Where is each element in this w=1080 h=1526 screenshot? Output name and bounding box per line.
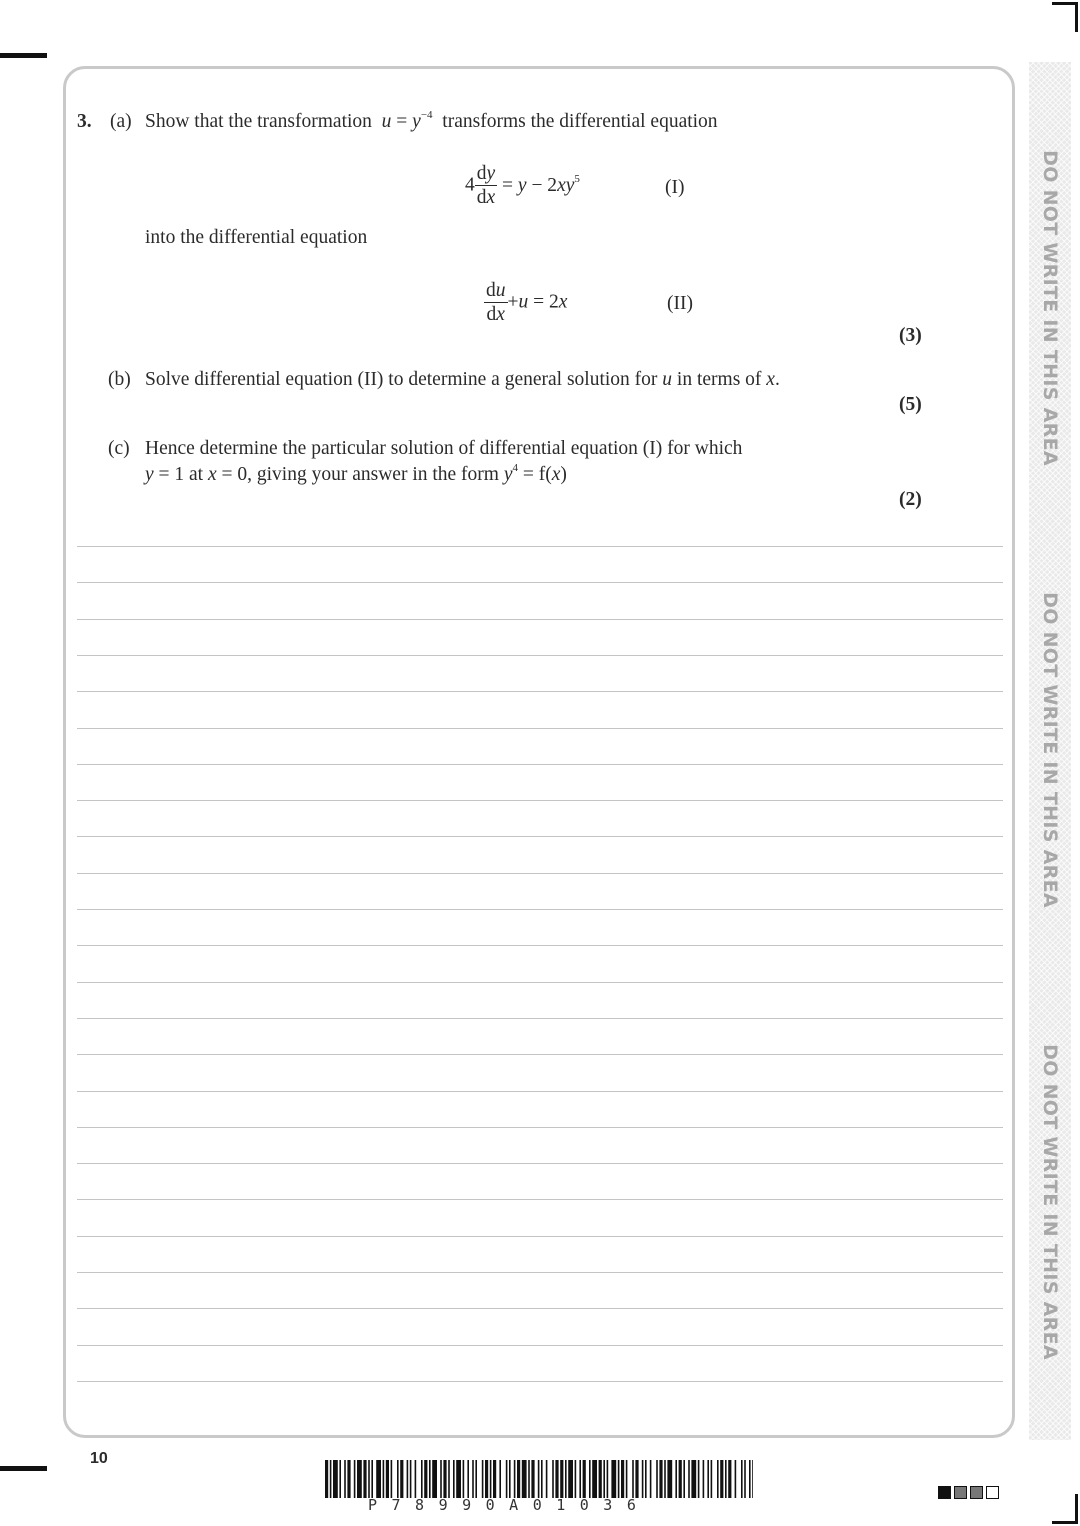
part-c-y: y (145, 464, 154, 485)
equation-ii (484, 279, 567, 326)
answer-line[interactable] (77, 655, 1003, 656)
barcode-bar (664, 1460, 666, 1498)
part-a-marks: (3) (899, 325, 922, 346)
equation-ii-tag: (II) (667, 293, 693, 314)
barcode-bar (707, 1460, 709, 1498)
answer-line[interactable] (77, 1091, 1003, 1092)
barcode-bar (485, 1460, 488, 1498)
barcode-bar (371, 1460, 373, 1498)
page-indicator-square-2 (954, 1486, 967, 1499)
crop-mark-top-right-v (1075, 2, 1078, 32)
eq1-den-d: d (476, 187, 487, 208)
barcode-bar (517, 1460, 520, 1498)
barcode-bar (728, 1460, 731, 1498)
side-warning-1: DO NOT WRITE IN THIS AREA (1039, 150, 1061, 466)
barcode-bar (717, 1460, 719, 1498)
barcode-bar (538, 1460, 540, 1498)
barcode-bar (632, 1460, 634, 1498)
barcode-bar (650, 1460, 652, 1498)
answer-line[interactable] (77, 546, 1003, 547)
answer-line[interactable] (77, 1381, 1003, 1382)
part-c-text-b: = 0, giving your answer in the form (216, 464, 504, 485)
barcode-bar (749, 1460, 751, 1498)
page-indicator-square-4 (986, 1486, 999, 1499)
barcode-bar (720, 1460, 723, 1498)
eq2-num-var: u (495, 280, 506, 301)
barcode-bar (325, 1460, 328, 1498)
barcode-bar (552, 1460, 554, 1498)
barcode-bar (592, 1460, 597, 1498)
answer-line[interactable] (77, 1345, 1003, 1346)
answer-line[interactable] (77, 1199, 1003, 1200)
barcode-bar (618, 1460, 620, 1498)
barcode-bar (735, 1460, 737, 1498)
barcode-bar (443, 1460, 446, 1498)
equation-i (465, 162, 580, 209)
eq2-den-var: x (496, 304, 505, 325)
barcode-bar (691, 1460, 696, 1498)
barcode-bar (493, 1460, 496, 1498)
answer-line[interactable] (77, 1272, 1003, 1273)
answer-line[interactable] (77, 836, 1003, 837)
barcode-bar (611, 1460, 616, 1498)
crop-mark-bottom-left (0, 1466, 47, 1471)
transform-rhs: y (412, 111, 421, 132)
eq1-rhs-exponent: 5 (574, 172, 580, 185)
answer-panel (63, 66, 1015, 1438)
eq2-derivative (484, 279, 508, 326)
eq2-u: u (518, 291, 529, 313)
answer-line[interactable] (77, 1127, 1003, 1128)
barcode-bar (463, 1460, 465, 1498)
barcode-bar (575, 1460, 577, 1498)
part-c-label: (c) (108, 438, 130, 459)
barcode-bar (583, 1460, 586, 1498)
part-c-line1: Hence determine the particular solution of differential equation (I) for which (145, 438, 743, 459)
barcode-bars (325, 1460, 753, 1498)
answer-line[interactable] (77, 1018, 1003, 1019)
barcode-bar (376, 1460, 381, 1498)
answer-line[interactable] (77, 909, 1003, 910)
barcode-bar (415, 1460, 417, 1498)
barcode-bar (400, 1460, 403, 1498)
part-c-x2: x (551, 464, 561, 485)
eq2-num-d: d (486, 280, 496, 301)
page-indicator-square-1 (938, 1486, 951, 1499)
barcode-bar (490, 1460, 492, 1498)
barcode-bar (565, 1460, 567, 1498)
barcode-bar (656, 1460, 658, 1498)
part-c-line2 (145, 463, 567, 487)
answer-line[interactable] (77, 1163, 1003, 1164)
answer-line[interactable] (77, 1308, 1003, 1309)
barcode-bar (546, 1460, 548, 1498)
part-c-exponent: 4 (512, 462, 518, 474)
part-b-text-c: . (774, 369, 780, 390)
part-b-text-a: Solve differential equation (II) to determine a general solution for (145, 369, 658, 390)
part-c-text-a: = 1 at (153, 464, 208, 485)
eq2-den-d: d (486, 304, 497, 325)
barcode-bar (421, 1460, 423, 1498)
part-c-marks: (2) (899, 489, 922, 510)
part-b-var-u: u (662, 369, 673, 390)
barcode-bar (467, 1460, 469, 1498)
barcode-bar (386, 1460, 389, 1498)
barcode-bar (528, 1460, 530, 1498)
question-number: 3. (77, 111, 92, 132)
eq1-rhs-a: = (502, 174, 518, 196)
eq2-x: x (558, 291, 568, 313)
answer-line[interactable] (77, 1054, 1003, 1055)
barcode-bar (429, 1460, 431, 1498)
do-not-write-strip (1029, 62, 1071, 1440)
part-c-text-c: = f( (518, 464, 552, 485)
barcode-bar (475, 1460, 477, 1498)
answer-line[interactable] (77, 945, 1003, 946)
equation-i-tag: (I) (665, 177, 685, 198)
eq1-rhs-y: y (517, 174, 527, 196)
part-a-text-before: Show that the transformation (145, 111, 372, 132)
eq1-rhs-b: − 2 (526, 174, 558, 196)
barcode-bar (698, 1460, 700, 1498)
barcode-bar (531, 1460, 534, 1498)
into-text: into the differential equation (145, 227, 368, 248)
barcode-bar (752, 1460, 753, 1498)
barcode-bar (509, 1460, 511, 1498)
barcode-bar (579, 1460, 581, 1498)
barcode (325, 1460, 753, 1498)
side-warning-3: DO NOT WRITE IN THIS AREA (1039, 1044, 1061, 1360)
crop-mark-top-left (0, 53, 47, 58)
barcode-bar (407, 1460, 409, 1498)
barcode-bar (330, 1460, 332, 1498)
barcode-bar (688, 1460, 690, 1498)
part-c-text-d: ) (560, 464, 567, 485)
barcode-bar (514, 1460, 516, 1498)
barcode-bar (368, 1460, 370, 1498)
barcode-bar (522, 1460, 527, 1498)
barcode-bar (541, 1460, 543, 1498)
barcode-bar (607, 1460, 609, 1498)
barcode-bar (333, 1460, 338, 1498)
barcode-bar (683, 1460, 685, 1498)
barcode-bar (339, 1460, 341, 1498)
barcode-bar (440, 1460, 442, 1498)
barcode-bar (642, 1460, 644, 1498)
part-a-text-after: transforms the differential equation (442, 111, 718, 132)
barcode-bar (744, 1460, 746, 1498)
barcode-bar (560, 1460, 563, 1498)
barcode-bar (659, 1460, 662, 1498)
eq1-derivative (475, 162, 497, 209)
answer-line[interactable] (77, 873, 1003, 874)
page-number: 10 (90, 1450, 108, 1467)
part-c-y2: y (503, 464, 513, 485)
barcode-bar (679, 1460, 682, 1498)
answer-line[interactable] (77, 728, 1003, 729)
barcode-bar (347, 1460, 350, 1498)
barcode-bar (397, 1460, 399, 1498)
barcode-bar (626, 1460, 628, 1498)
barcode-bar (599, 1460, 602, 1498)
barcode-text: P78990A01036 (368, 1496, 651, 1514)
barcode-bar (432, 1460, 437, 1498)
crop-mark-bottom-right-v (1075, 1494, 1078, 1524)
barcode-bar (568, 1460, 573, 1498)
barcode-bar (725, 1460, 727, 1498)
part-a-text (145, 110, 718, 134)
barcode-bar (363, 1460, 366, 1498)
barcode-bar (482, 1460, 484, 1498)
transform-lhs: u (381, 111, 392, 132)
eq1-coefficient: 4 (465, 174, 475, 196)
answer-line[interactable] (77, 800, 1003, 801)
part-c-x: x (207, 464, 217, 485)
barcode-bar (603, 1460, 605, 1498)
eq1-num-var: y (486, 163, 496, 184)
barcode-bar (711, 1460, 713, 1498)
barcode-bar (741, 1460, 743, 1498)
barcode-bar (621, 1460, 624, 1498)
barcode-bar (410, 1460, 412, 1498)
answer-line[interactable] (77, 764, 1003, 765)
barcode-bar (453, 1460, 455, 1498)
eq2-plus: + (507, 291, 519, 313)
barcode-bar (383, 1460, 385, 1498)
answer-line[interactable] (77, 619, 1003, 620)
eq1-num-d: d (476, 163, 487, 184)
answer-line[interactable] (77, 582, 1003, 583)
part-b-marks: (5) (899, 394, 922, 415)
part-b-var-x: x (766, 369, 775, 390)
barcode-bar (506, 1460, 508, 1498)
transform-exponent: −4 (420, 109, 433, 121)
eq1-rhs (502, 172, 580, 196)
barcode-bar (635, 1460, 638, 1498)
barcode-bar (589, 1460, 591, 1498)
side-warning-2: DO NOT WRITE IN THIS AREA (1039, 592, 1061, 908)
answer-line[interactable] (77, 1236, 1003, 1237)
barcode-bar (456, 1460, 461, 1498)
barcode-bar (344, 1460, 346, 1498)
barcode-bar (354, 1460, 356, 1498)
barcode-bar (499, 1460, 501, 1498)
barcode-bar (555, 1460, 558, 1498)
answer-line[interactable] (77, 982, 1003, 983)
barcode-bar (645, 1460, 647, 1498)
barcode-bar (675, 1460, 677, 1498)
part-a-label: (a) (110, 111, 132, 132)
barcode-bar (667, 1460, 672, 1498)
answer-line[interactable] (77, 691, 1003, 692)
page-indicator-square-3 (970, 1486, 983, 1499)
eq1-rhs-xy: xy (557, 174, 575, 196)
part-b-label: (b) (108, 369, 131, 390)
eq2-eq: = 2 (528, 291, 559, 313)
eq2-rhs (508, 292, 568, 313)
barcode-bar (424, 1460, 427, 1498)
barcode-bar (357, 1460, 362, 1498)
part-b-text-b: in terms of (676, 369, 762, 390)
part-b-text (145, 368, 780, 392)
barcode-bar (472, 1460, 474, 1498)
barcode-bar (448, 1460, 450, 1498)
barcode-bar (391, 1460, 393, 1498)
transform-eq: = (391, 111, 413, 132)
eq1-den-var: x (486, 187, 496, 208)
barcode-bar (703, 1460, 705, 1498)
